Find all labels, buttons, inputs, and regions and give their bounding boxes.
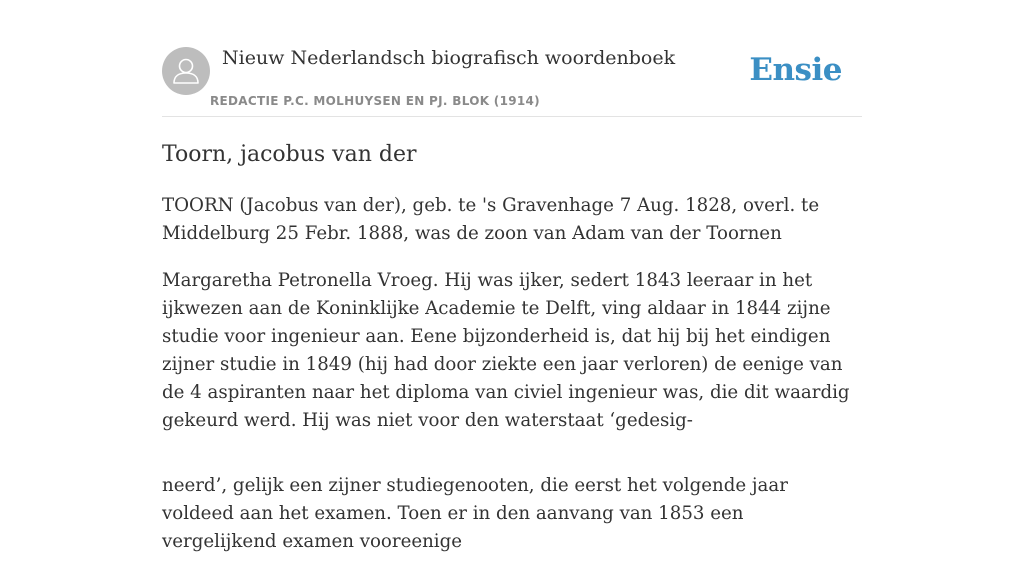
editors-line: REDACTIE P.C. MOLHUYSEN EN PJ. BLOK (1914) (210, 94, 540, 108)
user-icon (162, 47, 210, 95)
entry-paragraph: TOORN (Jacobus van der), geb. te 's Gravenhage 7 Aug. 1828, overl. te Middelburg 25 Febr. 1888, was de zoon van Adam van der Toornen (162, 195, 820, 244)
user-icon-graphic (162, 47, 210, 95)
entry-paragraph: Margaretha Petronella Vroeg. Hij was ijker, sedert 1843 leeraar in het ijkwezen aan de Koninklijke Academie te Delft, ving aldaar in 1844 zijne studie voor ingenieur aan. Eene bijzonderheid is, dat hij bij het eindigen zijner studie in 1849 (hij had door ziekte een jaar verloren) de eenige van de 4 aspiranten naar het diploma van civiel ingenieur was, die dit waardig gekeurd werd. Hij was niet voor den waterstaat ‘gedesig- (162, 270, 850, 431)
book-title[interactable]: Nieuw Nederlandsch biografisch woordenboek (222, 47, 676, 69)
source-header (162, 40, 862, 117)
entry-title: Toorn, jacobus van der (162, 142, 417, 167)
ensie-logo[interactable]: Ensie (749, 52, 842, 88)
entry-body (162, 192, 862, 575)
entry-paragraph: neerd’, gelijk een zijner studiegenooten, die eerst het volgende jaar voldeed aan het examen. Toen er in den aanvang van 1853 een vergelijkend examen vooreenige (162, 475, 788, 552)
